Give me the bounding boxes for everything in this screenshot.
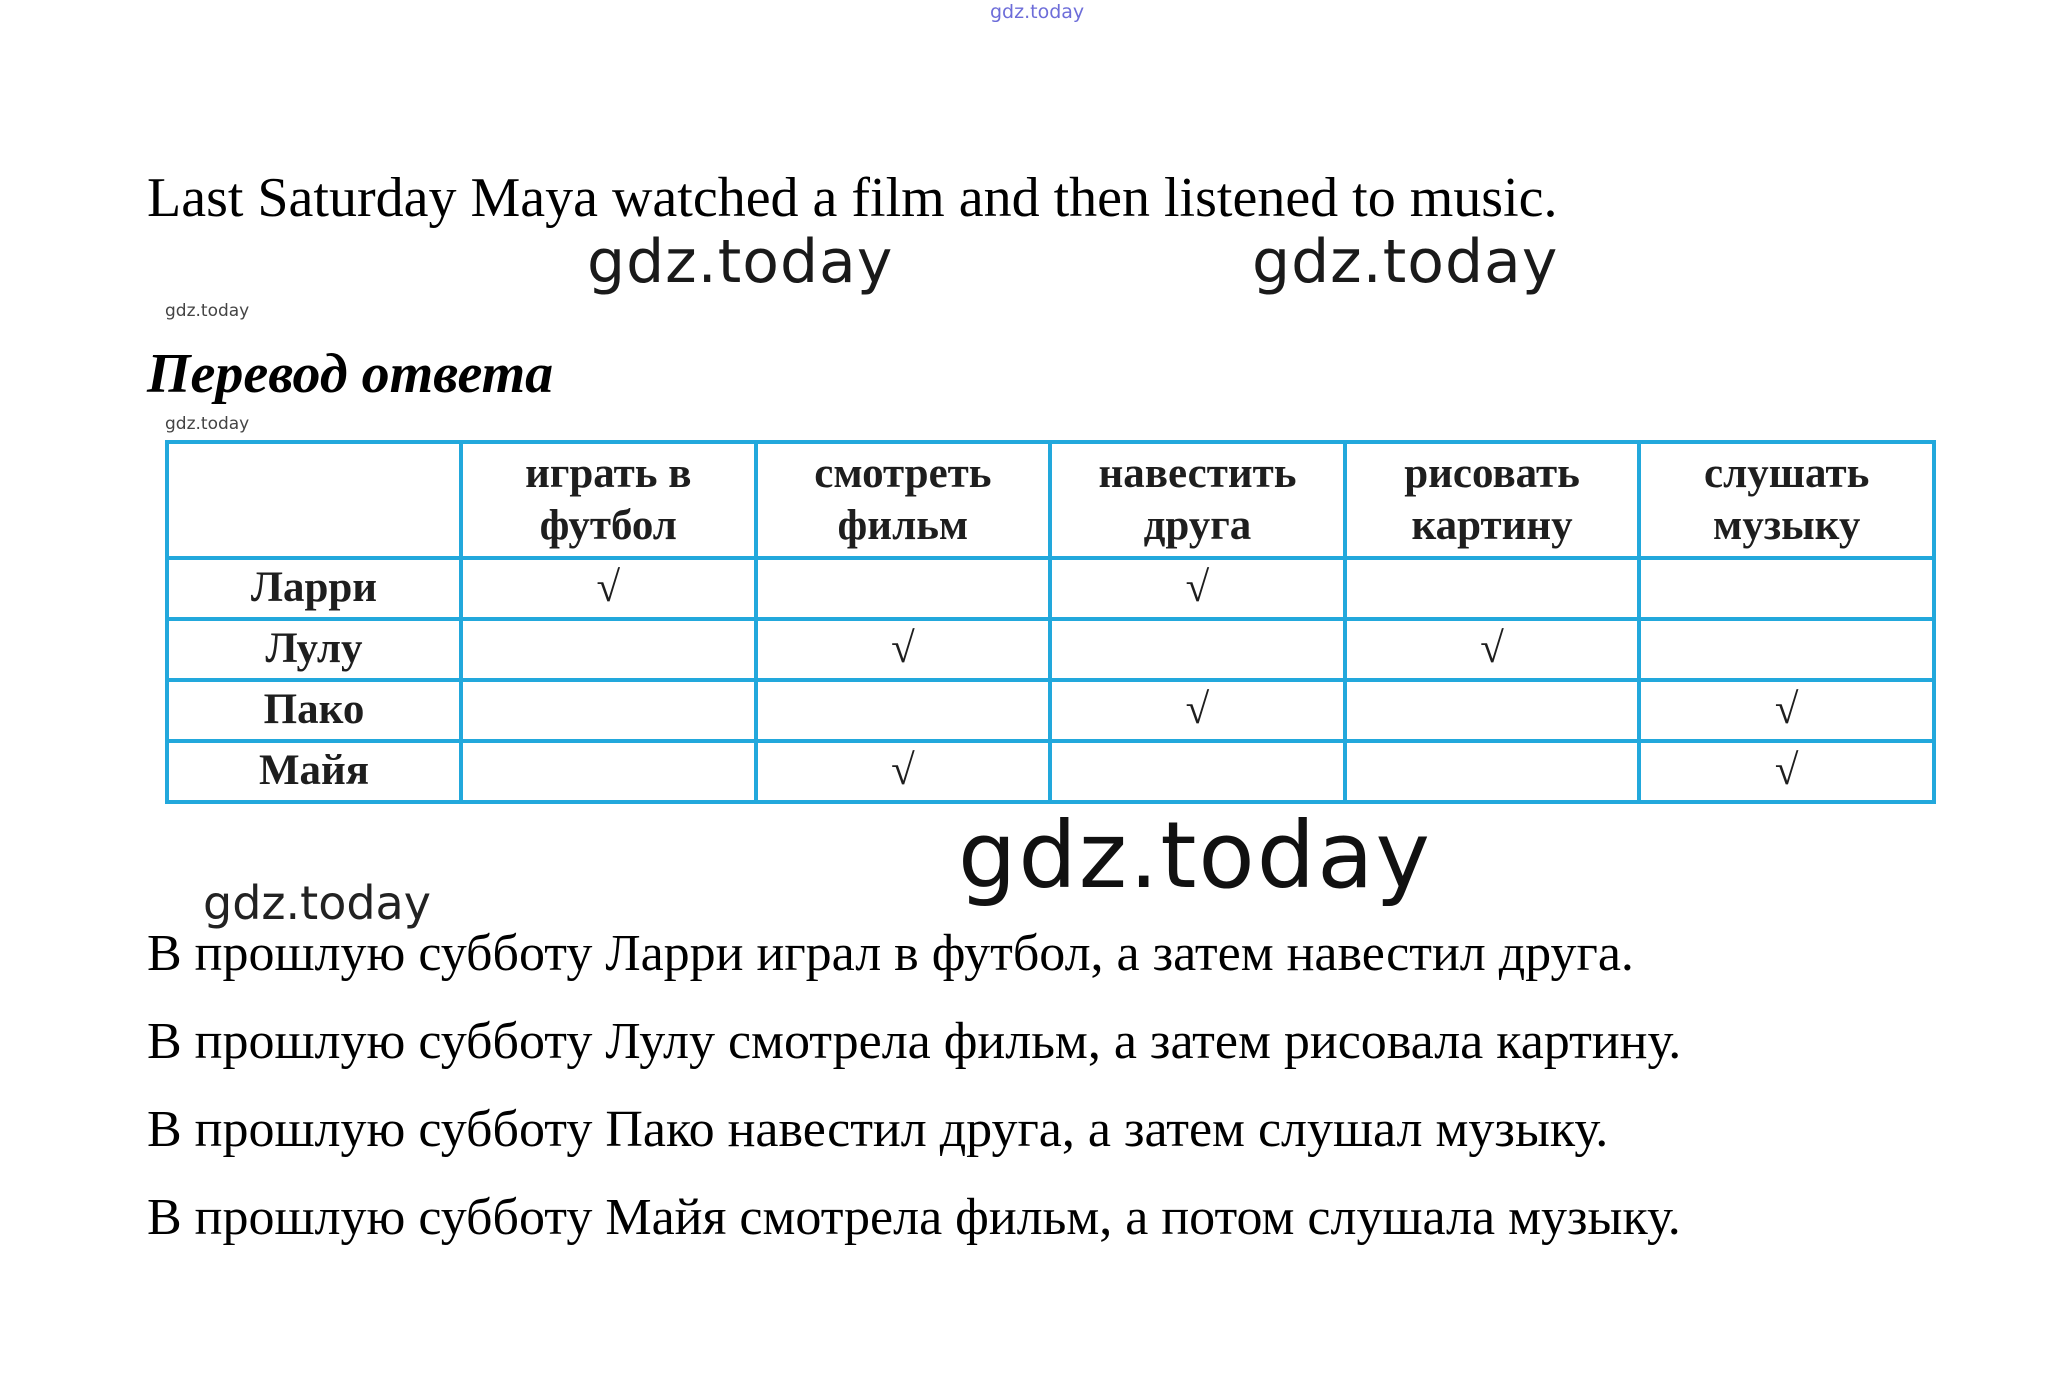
- check-cell: [461, 680, 756, 741]
- watermark-medium: gdz.today: [203, 876, 431, 930]
- row-name-cell: Майя: [167, 741, 461, 802]
- watermark-huge: gdz.today: [958, 802, 1432, 909]
- table-row: [167, 558, 1934, 619]
- check-cell: [756, 680, 1051, 741]
- check-cell: [461, 741, 756, 802]
- translation-sentence: В прошлую субботу Лулу смотрела фильм, а затем рисовала картину.: [147, 1013, 1682, 1070]
- check-cell: √: [1050, 680, 1345, 741]
- check-cell: √: [1050, 558, 1345, 619]
- table-header-cell: [167, 442, 461, 558]
- check-cell: √: [756, 741, 1051, 802]
- check-cell: [1639, 619, 1934, 680]
- check-cell: [1639, 558, 1934, 619]
- english-answer: Last Saturday Maya watched a film and then listened to music.: [147, 167, 1558, 229]
- check-cell: [1345, 741, 1640, 802]
- check-cell: [461, 619, 756, 680]
- check-cell: √: [1639, 741, 1934, 802]
- translation-sentences: [147, 910, 1681, 1262]
- table-row: [167, 680, 1934, 741]
- table-header-cell: слушать музыку: [1639, 442, 1934, 558]
- translation-sentence: В прошлую субботу Ларри играл в футбол, а затем навестил друга.: [147, 925, 1634, 982]
- watermark-small: gdz.today: [165, 414, 250, 434]
- row-name-cell: Пако: [167, 680, 461, 741]
- table-header-row: [167, 442, 1934, 558]
- check-cell: [1050, 619, 1345, 680]
- table-header-cell: навестить друга: [1050, 442, 1345, 558]
- section-title: Перевод ответа: [147, 343, 554, 405]
- row-name-cell: Ларри: [167, 558, 461, 619]
- check-cell: [1345, 558, 1640, 619]
- check-cell: √: [756, 619, 1051, 680]
- watermark-large-right: gdz.today: [1252, 227, 1559, 297]
- table-row: [167, 741, 1934, 802]
- check-cell: √: [1639, 680, 1934, 741]
- check-cell: √: [1345, 619, 1640, 680]
- watermark-top: gdz.today: [990, 1, 1085, 23]
- table-header-cell: смотреть фильм: [756, 442, 1051, 558]
- table-header-cell: играть в футбол: [461, 442, 756, 558]
- check-cell: √: [461, 558, 756, 619]
- check-cell: [1345, 680, 1640, 741]
- check-cell: [1050, 741, 1345, 802]
- watermark-large-left: gdz.today: [587, 227, 894, 297]
- watermark-small: gdz.today: [165, 301, 250, 321]
- row-name-cell: Лулу: [167, 619, 461, 680]
- table-header-cell: рисовать картину: [1345, 442, 1640, 558]
- translation-sentence: В прошлую субботу Майя смотрела фильм, а потом слушала музыку.: [147, 1189, 1681, 1246]
- answer-table: [165, 440, 1936, 804]
- table-row: [167, 619, 1934, 680]
- translation-sentence: В прошлую субботу Пако навестил друга, а затем слушал музыку.: [147, 1101, 1609, 1158]
- check-cell: [756, 558, 1051, 619]
